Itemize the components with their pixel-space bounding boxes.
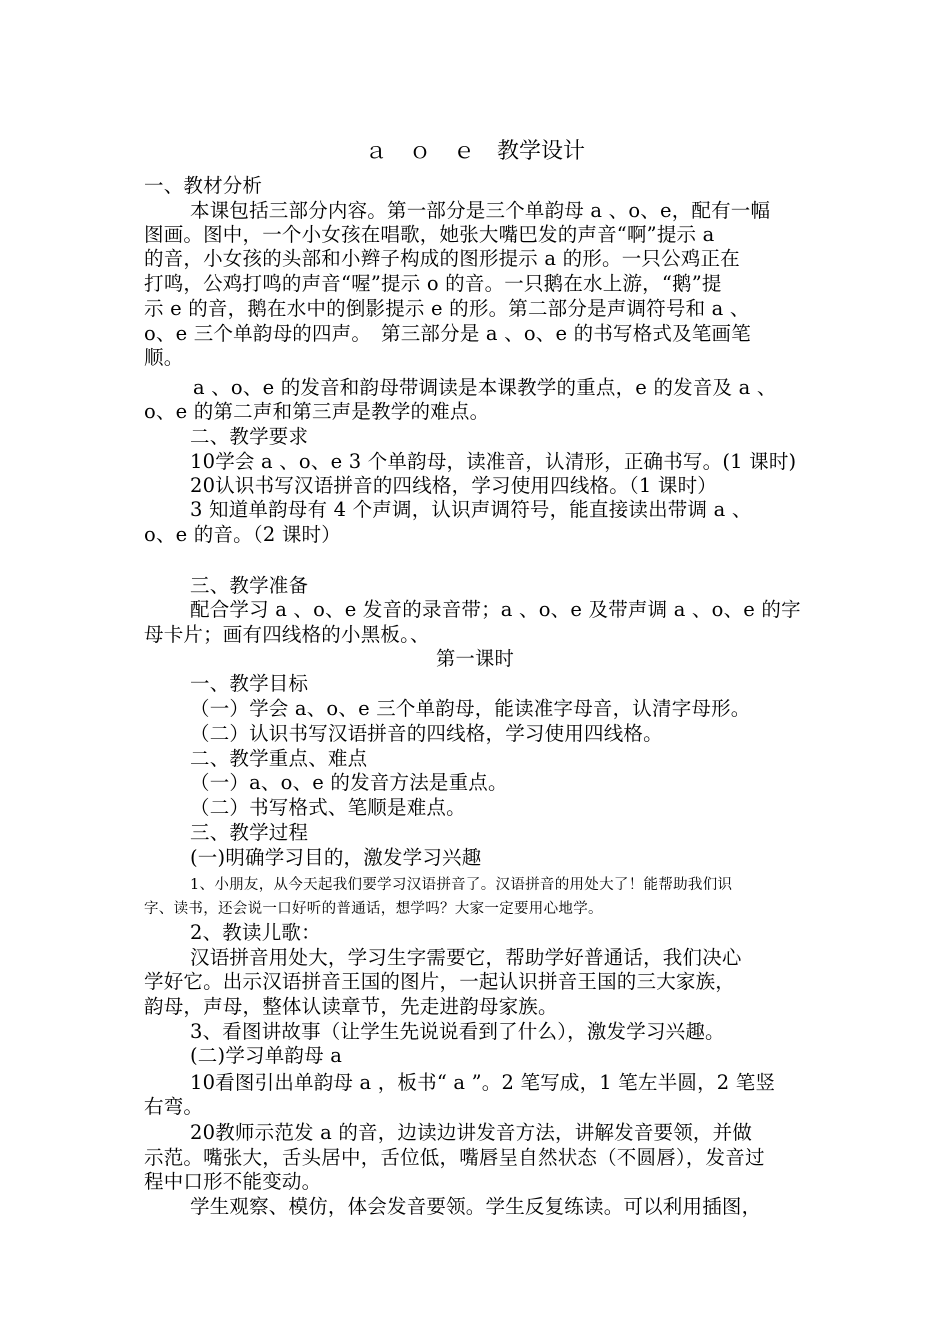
paragraph-line: 程中口形不能变动。 [144,1170,322,1193]
paragraph-line: 学生观察、模仿，体会发音要领。学生反复练读。可以利用插图， [190,1195,762,1218]
paragraph-line: 字、读书，还会说一口好听的普通话，想学吗？大家一定要用心地学。 [144,901,603,917]
paragraph-line: o、e 三个单韵母的四声。 第三部分是 a 、o、e 的书写格式及笔画笔 [144,322,751,345]
list-item: （二）认识书写汉语拼音的四线格，学习使用四线格。 [190,722,663,745]
paragraph-line: 顺。 [144,346,184,369]
paragraph-line: o、e 的第二声和第三声是教学的难点。 [144,400,490,423]
paragraph-line: 示范。嘴张大，舌头居中，舌位低，嘴唇呈自然状态（不圆唇），发音过 [144,1146,765,1169]
paragraph-line: 学好它。出示汉语拼音王国的图片，一起认识拼音王国的三大家族， [144,970,736,993]
list-item: （一）学会 a、o、e 三个单韵母，能读准字母音，认清字母形。 [190,697,751,720]
lesson-heading: 第一课时 [436,647,514,670]
subsection-heading: (二)学习单韵母 a [190,1044,343,1067]
section-heading: 二、教学要求 [190,425,309,448]
paragraph-line: 本课包括三部分内容。第一部分是三个单韵母 a 、o、e，配有一幅 [190,199,771,222]
paragraph-line: 汉语拼音用处大，学习生字需要它，帮助学好普通话，我们决心 [190,946,742,969]
section-heading: 三、教学过程 [190,821,309,844]
paragraph-line: 配合学习 a 、o、e 发音的录音带；a 、o、e 及带声调 a 、o、e 的字 [190,598,801,621]
paragraph-line: 右弯。 [144,1095,204,1118]
list-item: 20认识书写汉语拼音的四线格，学习使用四线格。（1 课时） [190,474,717,497]
list-item: （一）a、o、e 的发音方法是重点。 [190,771,508,794]
paragraph-line: 3、看图讲故事（让学生先说说看到了什么），激发学习兴趣。 [190,1020,725,1043]
section-heading: 二、教学重点、难点 [190,747,368,770]
paragraph-line: 母卡片；画有四线格的小黑板。、 [144,623,430,646]
section-heading: 三、教学准备 [190,574,309,597]
section-heading: 一、教材分析 [144,174,263,197]
paragraph-line: 10看图引出单韵母 a ，板书“ a ”。2 笔写成，1 笔左半圆，2 笔竖 [190,1071,776,1094]
document-title: ａ ｏ ｅ 教学设计 [364,139,585,164]
list-item: （二）书写格式、笔顺是难点。 [190,796,466,819]
paragraph-line: 图画。图中，一个小女孩在唱歌，她张大嘴巴发的声音“啊”提示 a [144,223,715,246]
subsection-heading: (一)明确学习目的，激发学习兴趣 [190,846,482,869]
paragraph-line: 1、小朋友，从今天起我们要学习汉语拼音了。汉语拼音的用处大了！能帮助我们识 [190,877,733,893]
paragraph-line: 2、教读儿歌： [190,921,321,944]
paragraph-line: a 、o、e 的发音和韵母带调读是本课教学的重点，e 的发音及 a 、 [193,376,777,399]
list-item: o、e 的音。（2 课时） [144,523,341,546]
paragraph-line: 20教师示范发 a 的音，边读边讲发音方法，讲解发音要领，并做 [190,1121,753,1144]
section-heading: 一、教学目标 [190,672,309,695]
list-item: 3 知道单韵母有 4 个声调，认识声调符号，能直接读出带调 a 、 [190,498,752,521]
paragraph-line: 的音，小女孩的头部和小辫子构成的图形提示 a 的形。一只公鸡正在 [144,247,740,270]
paragraph-line: 示 e 的音，鹅在水中的倒影提示 e 的形。第二部分是声调符号和 a 、 [144,297,750,320]
paragraph-line: 打鸣，公鸡打鸣的声音“喔”提示 o 的音。一只鹅在水上游，“鹅”提 [144,272,722,295]
list-item: 10学会 a 、o、e 3 个单韵母，读准音，认清形，正确书写。(1 课时) [190,450,797,473]
paragraph-line: 韵母，声母，整体认读章节，先走进韵母家族。 [144,995,558,1018]
